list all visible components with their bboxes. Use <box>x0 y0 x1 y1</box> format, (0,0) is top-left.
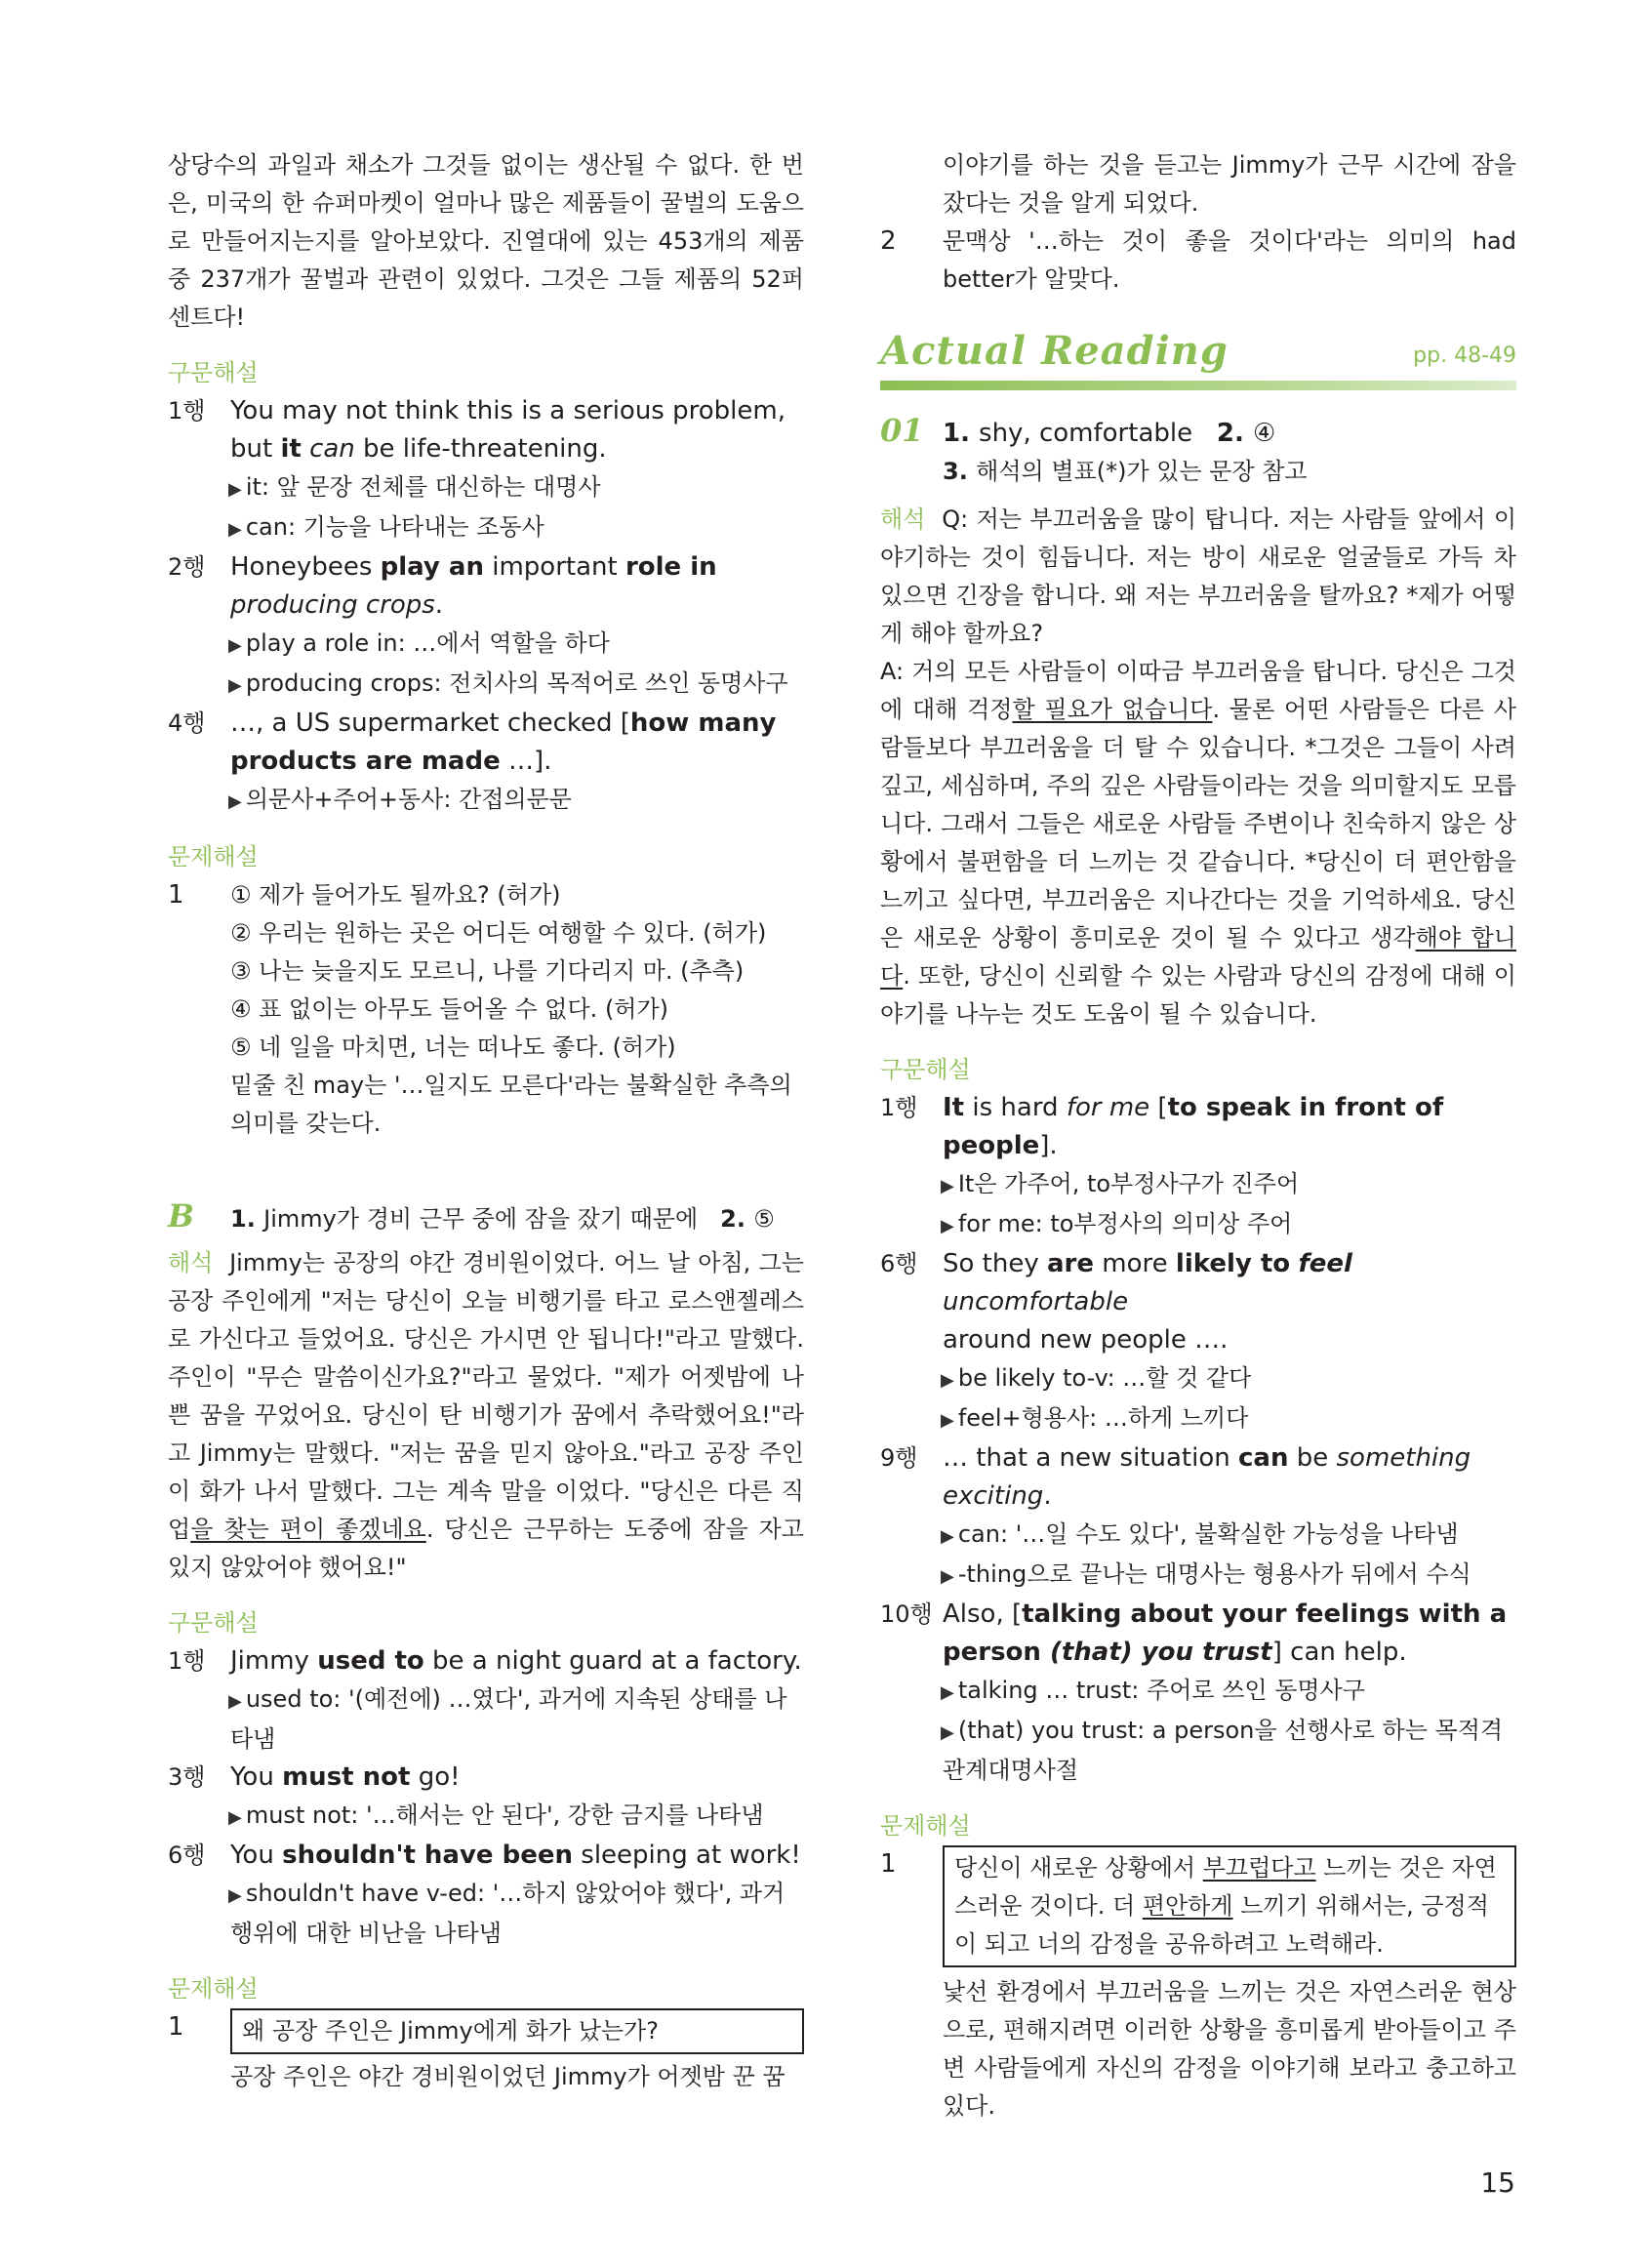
grammar-note: ▶ it: 앞 문장 전체를 대신하는 대명사 <box>228 473 601 501</box>
grammar-note: ▶ can: '…일 수도 있다', 불확실한 가능성을 나타냄 <box>941 1520 1459 1548</box>
grammar-item: 10행 Also, [talking about your feelings with a person (that) you trust] can help. <box>880 1599 1508 1667</box>
grammar-note: ▶ talking … trust: 주어로 쓰인 동명사구 <box>941 1677 1365 1704</box>
problem-item: 1 왜 공장 주인은 Jimmy에게 화가 났는가? 공장 주인은 야간 경비원이었던 Jimmy가 어젯밤 꾼 꿈 <box>168 2008 804 2096</box>
grammar-note: ▶ 의문사+주어+동사: 간접의문문 <box>228 786 572 813</box>
grammar-item: 1행 You may not think this is a serious problem, but it can be life-threatening. <box>168 396 786 464</box>
translation-01-q: 해석 Q: 저는 부끄러움을 많이 탑니다. 저는 사람들 앞에서 이야기하는 것이 힘듭니다. 저는 방이 새로운 얼굴들로 가득 차 있으면 긴장을 합니다. 왜 저는 부끄러움을 탈까요? *제가 어떻게 해야 할까요? <box>880 506 1517 647</box>
left-column <box>168 146 804 2096</box>
section-label-gumun: 구문해설 <box>168 359 259 386</box>
actual-reading-header <box>880 328 1516 390</box>
problem-item: 2 문맥상 '…하는 것이 좋을 것이다'라는 의미의 had better가 알맞다. <box>880 226 1516 293</box>
grammar-note: ▶ -thing으로 끝나는 대명사는 형용사가 뒤에서 수식 <box>941 1560 1471 1588</box>
grammar-item: 9행 … that a new situation can be something exciting. <box>880 1443 1471 1511</box>
grammar-item: 2행 Honeybees play an important role in producing crops. <box>168 552 717 620</box>
grammar-note: ▶ producing crops: 전치사의 목적어로 쓰인 동명사구 <box>228 669 788 697</box>
translation-01-a: A: 거의 모든 사람들이 이따금 부끄러움을 탑니다. 당신은 그것에 대해 걱정할 필요가 없습니다. 물론 어떤 사람들은 다른 사람들보다 부끄러움을 더 탈 수 있습니다. *그것은 그들이 사려 깊고, 세심하며, 주의 깊은 사람들이라는 것을 의미할지도 모릅니다. 그래서 그들은 새로운 사람들 주변이나 친숙하지 않은 상황에서 불편함을 더 느끼는 것 같습니다. *당신이 더 편안함을 느끼고 싶다면, 부끄러움은 지나간다는 것을 기억하세요. 당신은 새로운 상황이 흥미로운 것이 될 수 있다고 생각해야 합니다. 또한, 당신이 신뢰할 수 있는 사람과 당신의 감정에 대해 이야기를 나누는 것도 도움이 될 수 있습니다. <box>880 658 1516 1028</box>
answer-box: 당신이 새로운 상황에서 부끄럽다고 느끼는 것은 자연스러운 것이다. 더 편안하게 느끼기 위해서는, 긍정적이 되고 너의 감정을 공유하려고 노력해라. <box>943 1845 1516 1967</box>
question-b-answer: B 1. Jimmy가 경비 근무 중에 잠을 잤기 때문에 2. ⑤ <box>168 1197 775 1235</box>
section-label-gumun: 구문해설 <box>880 1056 971 1083</box>
grammar-note: ▶ feel+형용사: …하게 느끼다 <box>941 1404 1249 1432</box>
section-label-gumun: 구문해설 <box>168 1609 259 1637</box>
section-title: Actual Reading <box>880 328 1229 374</box>
section-label-munje: 문제해설 <box>168 843 259 870</box>
grammar-note: ▶ for me: to부정사의 의미상 주어 <box>941 1210 1293 1237</box>
intro-translation: 상당수의 과일과 채소가 그것들 없이는 생산될 수 없다. 한 번은, 미국의 한 슈퍼마켓이 얼마나 많은 제품들이 꿀벌의 도움으로 만들어지는지를 알아보았다. 진열대에 있는 453개의 제품 중 237개가 꿀벌과 관련이 있었다. 그것은 그들 제품의 52퍼센트다! <box>168 151 804 331</box>
right-column <box>880 146 1516 2125</box>
grammar-note: ▶ (that) you trust: a person을 선행사로 하는 목적격 관계대명사절 <box>941 1717 1504 1784</box>
grammar-item: 3행 You must not go! <box>168 1762 461 1792</box>
problem-item: 1 당신이 새로운 상황에서 부끄럽다고 느끼는 것은 자연스러운 것이다. 더 편안하게 느끼기 위해서는, 긍정적이 되고 너의 감정을 공유하려고 노력해라. 낯선 환경에서 부끄러움을 느끼는 것은 자연스러운 현상으로, 편해지려면 이러한 상황을 흥미롭게 받아들이고 주변 사람들에게 자신의 감정을 이야기해 보라고 충고하고 있다. <box>880 1845 1516 2125</box>
problem-continuation: 이야기를 하는 것을 듣고는 Jimmy가 근무 시간에 잠을 잤다는 것을 알게 되었다. <box>943 151 1516 217</box>
grammar-note: ▶ used to: '(예전에) …였다', 과거에 지속된 상태를 나타냄 <box>228 1685 787 1753</box>
grammar-note: ▶ It은 가주어, to부정사구가 진주어 <box>941 1170 1300 1197</box>
page-reference: pp. 48-49 <box>1413 344 1516 368</box>
grammar-item: 1행 Jimmy used to be a night guard at a factory. <box>168 1646 802 1676</box>
grammar-note: ▶ shouldn't have v-ed: '…하지 않았어야 했다', 과거 행위에 대한 비난을 나타냄 <box>228 1880 786 1947</box>
page-number: 15 <box>1480 2166 1515 2199</box>
answer-box: 왜 공장 주인은 Jimmy에게 화가 났는가? <box>230 2008 804 2054</box>
header-underline-bar <box>880 381 1516 390</box>
section-label-munje: 문제해설 <box>168 1975 259 2003</box>
question-01-answer: 01 1. shy, comfortable 2. ④ <box>880 412 1276 449</box>
grammar-item: 6행 You shouldn't have been sleeping at work! <box>168 1841 801 1870</box>
translation-b: 해석 Jimmy는 공장의 야간 경비원이었다. 어느 날 아침, 그는 공장 주인에게 "저는 당신이 오늘 비행기를 타고 로스앤젤레스로 가신다고 들었어요. 당신은 가시면 안 됩니다!"라고 말했다. 주인이 "무슨 말씀이신가요?"라고 물었다. "제가 어젯밤에 나쁜 꿈을 꾸었어요. 당신이 탄 비행기가 꿈에서 추락했어요!"라고 Jimmy는 말했다. "저는 꿈을 믿지 않아요."라고 공장 주인이 화가 나서 말했다. 그는 계속 말을 이었다. "당신은 다른 직업을 찾는 편이 좋겠네요. 당신은 근무하는 도중에 잠을 자고 있지 않았어야 했어요!" <box>168 1249 804 1581</box>
grammar-note: ▶ play a role in: …에서 역할을 하다 <box>228 629 610 657</box>
grammar-note: ▶ be likely to-v: …할 것 같다 <box>941 1364 1252 1392</box>
grammar-item: 6행 So they are more likely to feel uncomfortable around new people …. <box>880 1249 1352 1355</box>
grammar-note: ▶ can: 기능을 나타내는 조동사 <box>228 513 544 541</box>
problem-item: 1 ① 제가 들어가도 될까요? (허가) ② 우리는 원하는 곳은 어디든 여행할 수 있다. (허가) ③ 나는 늦을지도 모르니, 나를 기다리지 마. (추측) ④ 표 없이는 아무도 들어올 수 없다. (허가) ⑤ 네 일을 마치면, 너는 떠나도 좋다. (허가) 밑줄 친 may는 '…일지도 모른다'라는 불확실한 추측의 의미를 갖는다. <box>168 880 792 1137</box>
grammar-note: ▶ must not: '…해서는 안 된다', 강한 금지를 나타냄 <box>228 1801 764 1829</box>
grammar-item: 1행 It is hard for me [to speak in front of people]. <box>880 1093 1444 1160</box>
grammar-item: 4행 …, a US supermarket checked [how many products are made …]. <box>168 708 777 776</box>
section-label-munje: 문제해설 <box>880 1812 971 1840</box>
question-01-answer-3: 3. 해석의 별표(*)가 있는 문장 참고 <box>943 458 1308 485</box>
